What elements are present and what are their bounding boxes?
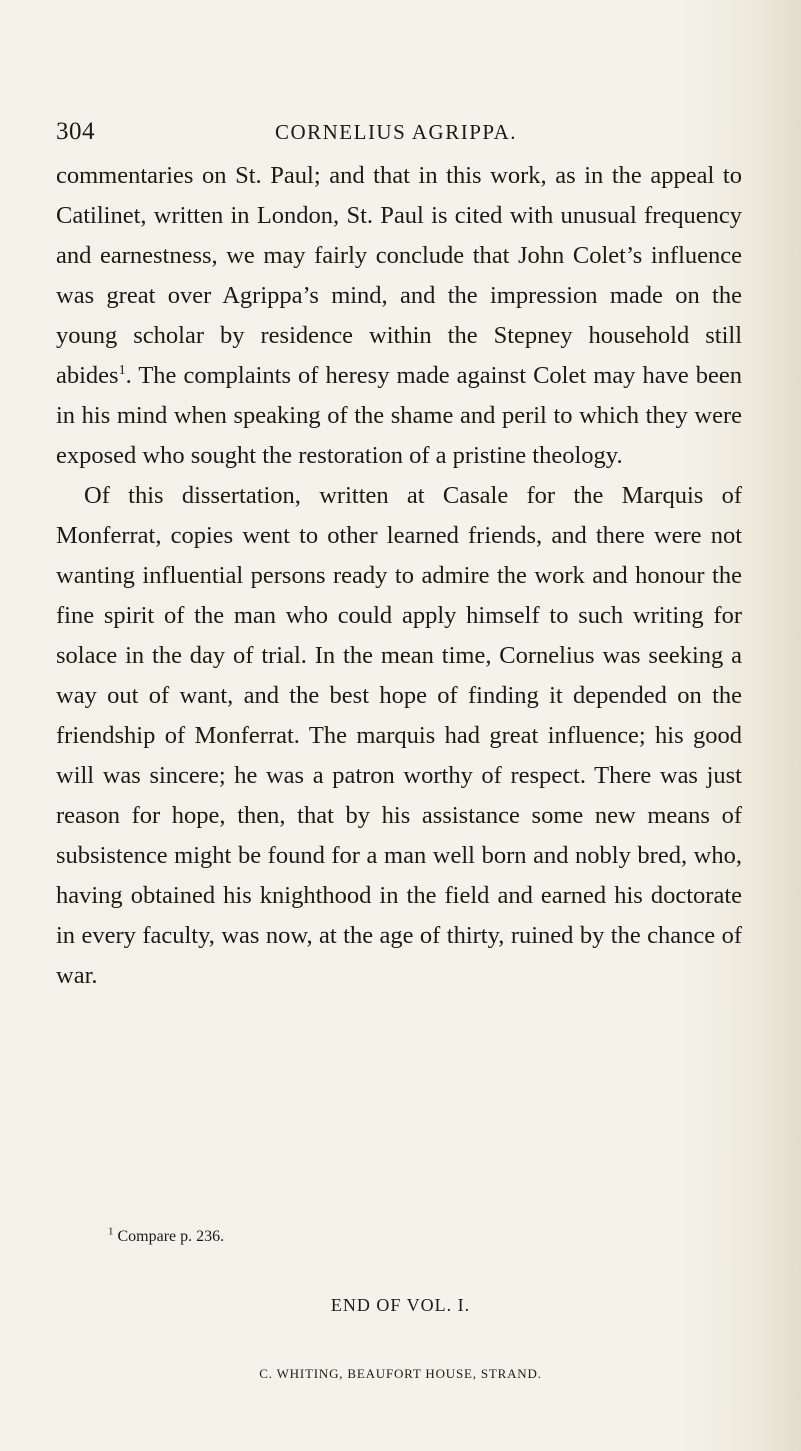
printer-imprint: C. WHITING, BEAUFORT HOUSE, STRAND. [259,1366,542,1381]
page-number: 304 [56,118,95,145]
end-of-volume: END OF VOL. I. [330,1295,471,1315]
footnote-marker: 1 [108,1225,114,1238]
paragraph-1-text: commentaries on St. Paul; and that in this work, as in the appeal to Catilinet, written in London, St. Paul is cited with unusual frequency and earnestness, we may fairly conclude that John Colet’s influence was great over Agrippa’s mind, and the impression made on the young scholar by residence within the Stepney household still abides [56,162,742,389]
page-header [56,118,736,148]
paragraph-2: Of this dissertation, written at Casale for the Marquis of Monferrat, copies went to other learned friends, and there were not wanting influential persons ready to admire the work and honour the fine spirit of the man who could apply himself to such writing for solace in the day of trial. In the mean time, Cornelius was seeking a way out of want, and the best hope of finding it depended on the friendship of Monferrat. The marquis had great influence; his good will was sincere; he was a patron worthy of respect. There was just reason for hope, then, that by his assistance some new means of subsistence might be found for a man well born and nobly bred, who, having obtained his knighthood in the field and earned his doctorate in every faculty, was now, at the age of thirty, ruined by the chance of war. [56,482,742,989]
body-text [56,156,742,996]
running-head: CORNELIUS AGRIPPA. [274,120,518,144]
footnote [56,1225,742,1246]
paragraph-1-text-continued: . The complaints of heresy made against Colet may have been in his mind when speaking of the shame and peril to which they were exposed who sought the restoration of a pristine theology. [56,362,742,469]
footnote-text: Compare p. 236. [117,1228,225,1245]
footnote-reference: 1 [118,362,126,378]
paragraph-1 [56,156,742,476]
